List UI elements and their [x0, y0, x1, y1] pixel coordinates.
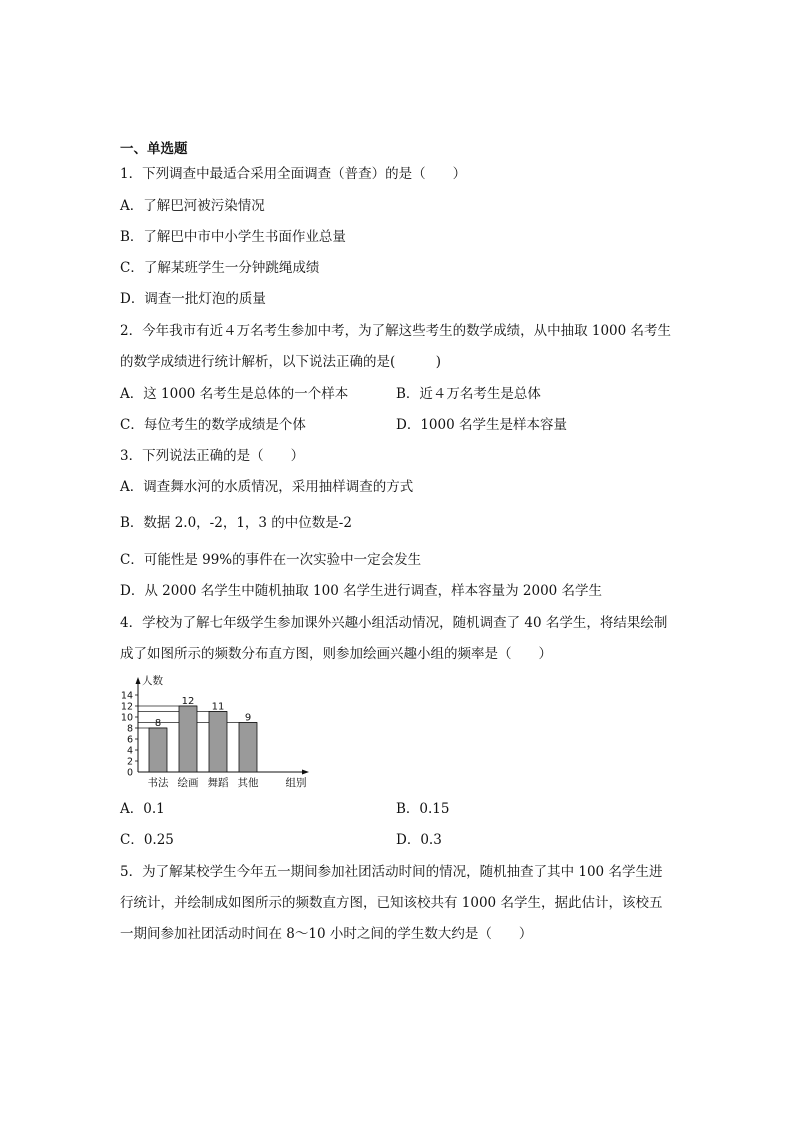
bar-value-label: 11: [211, 701, 225, 713]
q1-option-a: A．了解巴河被污染情况: [120, 198, 265, 214]
y-tick-label: 0: [126, 767, 133, 779]
bar-value-label: 9: [244, 712, 252, 724]
category-label: 书法: [147, 777, 169, 789]
q1-option-c: C．了解某班学生一分钟跳绳成绩: [120, 260, 320, 276]
q4-option-c: C．0.25: [120, 832, 174, 848]
y-tick-label: 14: [120, 690, 133, 702]
bar-value-label: 12: [181, 696, 195, 707]
y-axis-arrow: [136, 677, 141, 684]
q3-option-c: C．可能性是 99%的事件在一次实验中一定会发生: [120, 552, 422, 568]
y-tick-label: 4: [126, 745, 133, 757]
y-tick-label: 8: [126, 723, 133, 735]
category-label: 其他: [237, 777, 259, 789]
q2-option-d: D．1000 名学生是样本容量: [396, 417, 567, 433]
y-tick-label: 10: [120, 712, 133, 724]
y-axis-label: 人数: [142, 675, 163, 687]
q5-stem-line2: 行统计，并绘制成如图所示的频数直方图，已知该校共有 1000 名学生，据此估计，该校五: [120, 895, 663, 911]
q2-stem-line2: 的数学成绩进行统计解析，以下说法正确的是( ): [120, 354, 442, 370]
q2-option-a: A．这 1000 名考生是总体的一个样本: [120, 386, 349, 402]
q4-stem-line1: 4．学校为了解七年级学生参加课外兴趣小组活动情况，随机调查了 40 名学生，将结果绘制: [120, 615, 668, 631]
q1-option-b: B．了解巴中市中小学生书面作业总量: [120, 229, 346, 245]
bar: [149, 728, 167, 772]
category-label: 舞蹈: [207, 777, 229, 789]
q5-stem-line1: 5．为了解某校学生今年五一期间参加社团活动时间的情况，随机抽查了其中 100 名学生进: [120, 864, 663, 880]
q1-option-d: D．调查一批灯泡的质量: [120, 291, 266, 307]
x-axis-arrow: [302, 770, 309, 775]
q3-option-b: B．数据 2.0，-2，1，3 的中位数是-2: [120, 515, 352, 531]
y-tick-label: 6: [126, 734, 133, 746]
q2-option-c: C．每位考生的数学成绩是个体: [120, 417, 306, 433]
bar-value-label: 8: [154, 718, 162, 729]
q2-option-b: B．近４万名考生是总体: [396, 386, 541, 402]
bar: [179, 706, 197, 772]
q4-option-d: D．0.3: [396, 832, 442, 848]
q2-stem-line1: 2．今年我市有近４万名考生参加中考，为了解这些考生的数学成绩，从中抽取 1000 名考生: [120, 323, 672, 339]
category-label: 绘画: [177, 777, 199, 789]
q3-stem: 3．下列说法正确的是（ ）: [120, 448, 305, 464]
q3-option-a: A．调查舞水河的水质情况，采用抽样调查的方式: [120, 479, 414, 495]
frequency-histogram: [118, 672, 318, 794]
q4-option-b: B．0.15: [396, 801, 450, 817]
bar: [239, 723, 257, 773]
section-title: 一、单选题: [120, 141, 188, 157]
q4-option-a: A．0.1: [120, 801, 165, 817]
y-tick-label: 12: [120, 701, 133, 713]
q4-stem-line2: 成了如图所示的频数分布直方图，则参加绘画兴趣小组的频率是（ ）: [120, 646, 552, 662]
q3-option-d: D．从 2000 名学生中随机抽取 100 名学生进行调查，样本容量为 2000 名学生: [120, 583, 603, 599]
q1-stem: 1．下列调查中最适合采用全面调查（普查）的是（ ）: [120, 166, 467, 182]
y-tick-label: 2: [126, 756, 133, 768]
x-axis-label: 组别: [285, 777, 307, 789]
bar: [209, 712, 227, 773]
q5-stem-line3: 一期间参加社团活动时间在 8～10 小时之间的学生数大约是（ ）: [120, 926, 533, 942]
